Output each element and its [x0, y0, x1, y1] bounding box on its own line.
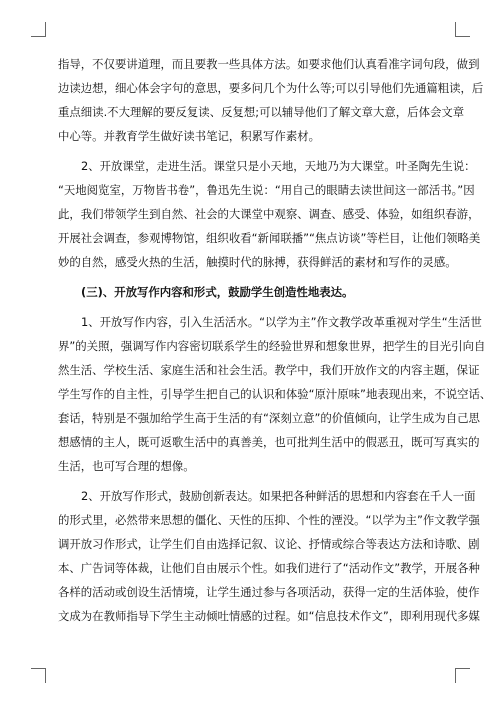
text-line: 然生活、学校生活、家庭生活和社会生活。教学中，我们开放作文的内容主题，保证: [58, 363, 480, 377]
text-line: 此，我们带领学生到自然、社会的大课堂中观察、调查、感受、体验，如组织春游，: [58, 207, 480, 221]
text-line: 指导，不仅要讲道理，而且要教一些具体方法。如要求他们认真看准字词句段，做到: [58, 57, 480, 71]
text-line: 开展社会调查，参观博物馆，组织收看“新闻联播”“焦点访谈”等栏目，让他们领略美: [58, 231, 481, 245]
paragraph: [58, 52, 484, 148]
text-line: 重点细读.不大理解的要反复读、反复想;可以辅导他们了解文章大意，后体会文章: [58, 105, 465, 119]
text-line: (三)、开放写作内容和形式，鼓励学生创造性地表达。: [81, 285, 354, 299]
text-line: 套话，特别是不强加给学生高于生活的有“深刻立意”的价值倾向，让学生成为自己思: [58, 411, 480, 425]
crop-mark-bottom-right: [455, 668, 470, 683]
text-line: 妙的自然，感受火热的生活，触摸时代的脉搏，获得鲜活的素材和写作的灵感。: [58, 255, 457, 269]
crop-mark-bottom-left: [31, 668, 46, 683]
text-line: 调开放习作形式，让学生们自由选择记叙、议论、抒情或综合等表达方法和诗歌、剧: [58, 537, 480, 551]
text-line: 学生写作的自主性，引导学生把自己的认识和体验“原汁原味”地表现出来，不说空话、: [58, 387, 492, 401]
text-line: 边读边想，细心体会字句的意思，要多问几个为什么等;可以引导他们先通篇粗读，后: [58, 81, 484, 95]
paragraph: [58, 484, 480, 628]
text-line: 本、广告词等体裁，让他们自由展示个性。如我们进行了“活动作文”教学，开展各种: [58, 561, 480, 575]
text-line: 想感情的主人，既可返歌生活中的真善美，也可批判生活中的假恶丑，既可写真实的: [58, 435, 480, 449]
text-line: 文成为在教师指导下学生主动倾吐情感的过程。如“信息技术作文”，即利用现代多媒: [58, 609, 480, 623]
text-line: 2、开放课堂，走进生活。课堂只是小天地，天地乃为大课堂。叶圣陶先生说：: [81, 159, 476, 173]
text-line: 界”的关照，强调写作内容密切联系学生的经验世界和想象世界，把学生的目光引向自: [58, 339, 486, 353]
paragraph: [58, 154, 481, 274]
text-line: 生活，也可写合理的想像。: [58, 459, 195, 473]
text-line: 各样的活动或创设生活情境，让学生通过参与各项活动，获得一定的生活体验，使作: [58, 585, 480, 599]
crop-mark-top-left: [31, 22, 46, 37]
text-line: 的形式里，必然带来思想的僵化、天性的压抑、个性的湮没。“以学为主”作文教学强: [58, 513, 480, 527]
section-heading: [58, 280, 442, 304]
crop-mark-top-right: [455, 22, 470, 37]
text-line: 2、开放写作形式，鼓励创新表达。如果把各种鲜活的思想和内容套在千人一面: [81, 489, 476, 503]
paragraph: [58, 310, 492, 478]
text-line: 1、开放写作内容，引入生活活水。“以学为主”作文教学改革重视对学生“生活世: [81, 315, 482, 329]
document-body: [58, 52, 492, 628]
text-line: 中心等。并教育学生做好读书笔记，积累写作素材。: [58, 129, 320, 143]
text-line: “天地阅览室，万物皆书卷”，鲁迅先生说：“用自己的眼睛去读世间这一部活书。”因: [58, 183, 475, 197]
